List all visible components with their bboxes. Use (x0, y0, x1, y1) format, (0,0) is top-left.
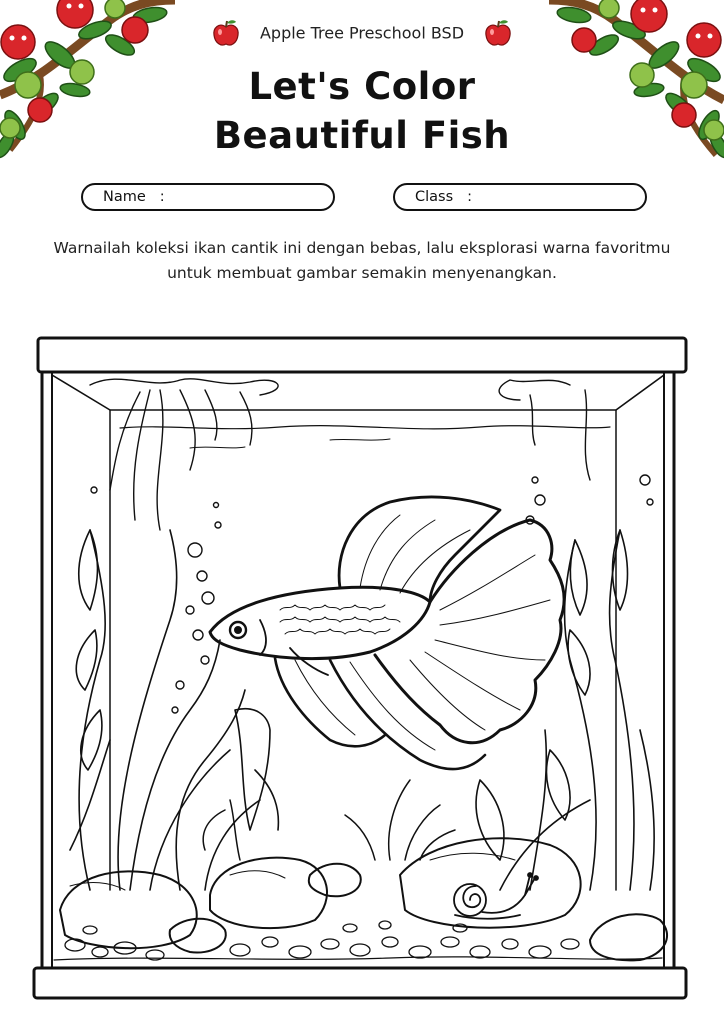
title-line-2: Beautiful Fish (213, 114, 511, 157)
rocks (60, 838, 667, 960)
instructions-text: Warnailah koleksi ikan cantik ini dengan bebas, lalu eksplorasi warna favoritmu untuk membuat gambar semakin menyenangkan. (53, 239, 671, 282)
right-plants (476, 530, 654, 890)
apple-icon (483, 18, 513, 48)
school-name: Apple Tree Preschool BSD (259, 23, 465, 43)
tank-base (34, 968, 686, 998)
class-separator: : (467, 189, 473, 205)
snail-illustration (454, 873, 538, 919)
class-field[interactable] (393, 183, 647, 211)
tank-lid (38, 338, 686, 372)
aquarium-coloring-illustration (30, 330, 694, 1010)
name-separator: : (159, 189, 165, 205)
left-plants (70, 530, 278, 890)
fish-illustration (210, 497, 564, 769)
page-title (0, 62, 724, 160)
middle-plants (203, 780, 455, 860)
name-field[interactable] (81, 183, 335, 211)
class-label: Class (415, 189, 454, 205)
name-label: Name (103, 189, 146, 205)
school-header (0, 18, 724, 48)
title-line-1: Let's Color (248, 65, 476, 108)
apple-icon (211, 18, 241, 48)
top-plants (90, 379, 590, 530)
